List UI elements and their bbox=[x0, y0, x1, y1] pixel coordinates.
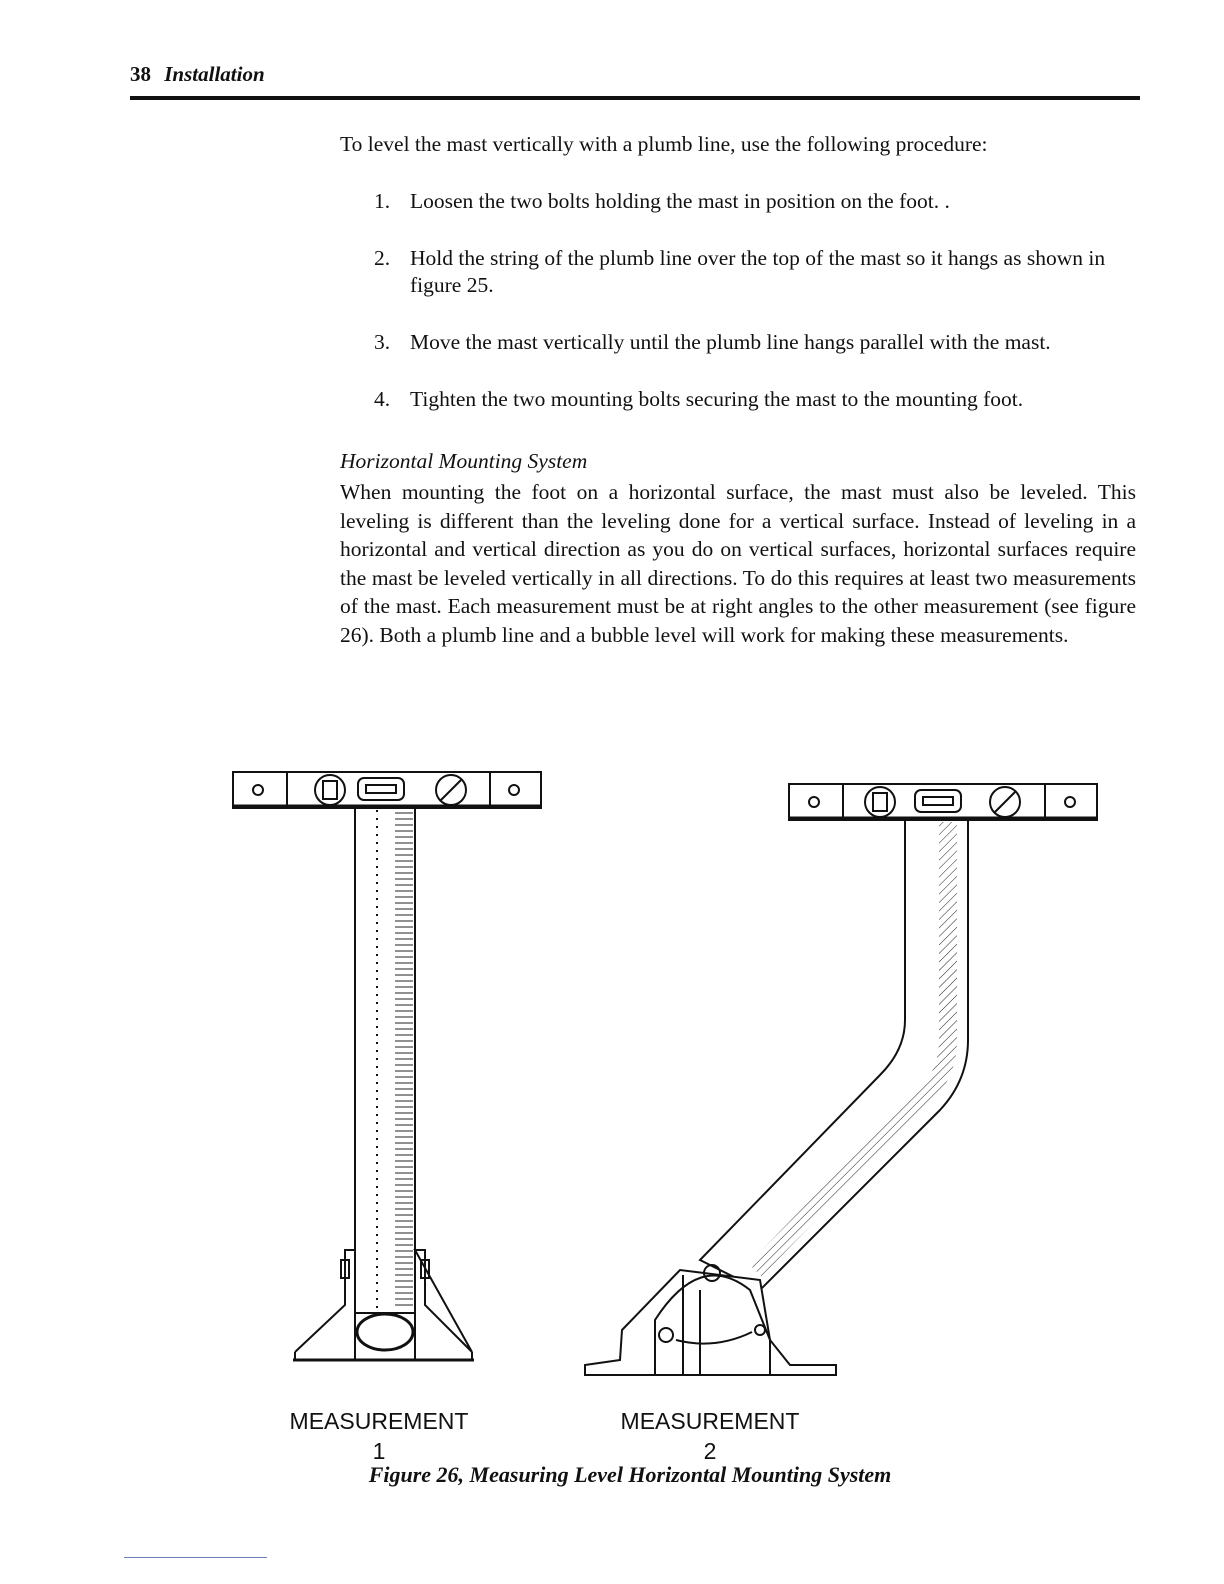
step-number: 3. bbox=[374, 330, 391, 354]
label-line: MEASUREMENT bbox=[289, 1408, 469, 1434]
measurement-1-label bbox=[259, 1406, 499, 1466]
step-text: Tighten the two mounting bolts securing the mast to the mounting foot. bbox=[410, 387, 1024, 411]
mast-measurement-1 bbox=[233, 772, 541, 1360]
intro-text: To level the mast vertically with a plumb line, use the following procedure: bbox=[340, 132, 988, 156]
step-text: Loosen the two bolts holding the mast in position on the foot. . bbox=[410, 189, 950, 213]
step-number: 2. bbox=[374, 246, 391, 270]
step-text: Move the mast vertically until the plumb line hangs parallel with the mast. bbox=[410, 330, 1051, 354]
mast-measurement-2 bbox=[585, 784, 1097, 1375]
footnote-rule bbox=[124, 1557, 267, 1558]
step-number: 4. bbox=[374, 387, 391, 411]
label-number: 1 bbox=[372, 1438, 386, 1464]
section-heading: Installation bbox=[164, 62, 265, 86]
measurement-2-label bbox=[590, 1406, 830, 1466]
body-paragraph: When mounting the foot on a horizontal surface, the mast must also be leveled. This leveling is different than the leveling done for a vertical surface. Instead of leveling in a horizontal and vertical direction as you do on vertical surfaces, horizontal surfaces require the mast be leveled vertically in all directions. To do this requires at least two measurements of the mast. Each measurement must be at right angles to the other measurement (see figure 26). Both a plumb line and a bubble level will work for making these measurements. bbox=[340, 480, 1136, 647]
bubble-level-icon bbox=[789, 784, 1097, 820]
figure-caption: Figure 26, Measuring Level Horizontal Mounting System bbox=[368, 1462, 892, 1487]
subsection-title: Horizontal Mounting System bbox=[340, 449, 588, 473]
step-number: 1. bbox=[374, 189, 391, 213]
step-text: Hold the string of the plumb line over the top of the mast so it hangs as shown in figure 25. bbox=[410, 246, 1106, 297]
label-number: 2 bbox=[703, 1438, 717, 1464]
bubble-level-icon bbox=[233, 772, 541, 808]
label-line: MEASUREMENT bbox=[620, 1408, 800, 1434]
page-number: 38 bbox=[130, 62, 151, 86]
